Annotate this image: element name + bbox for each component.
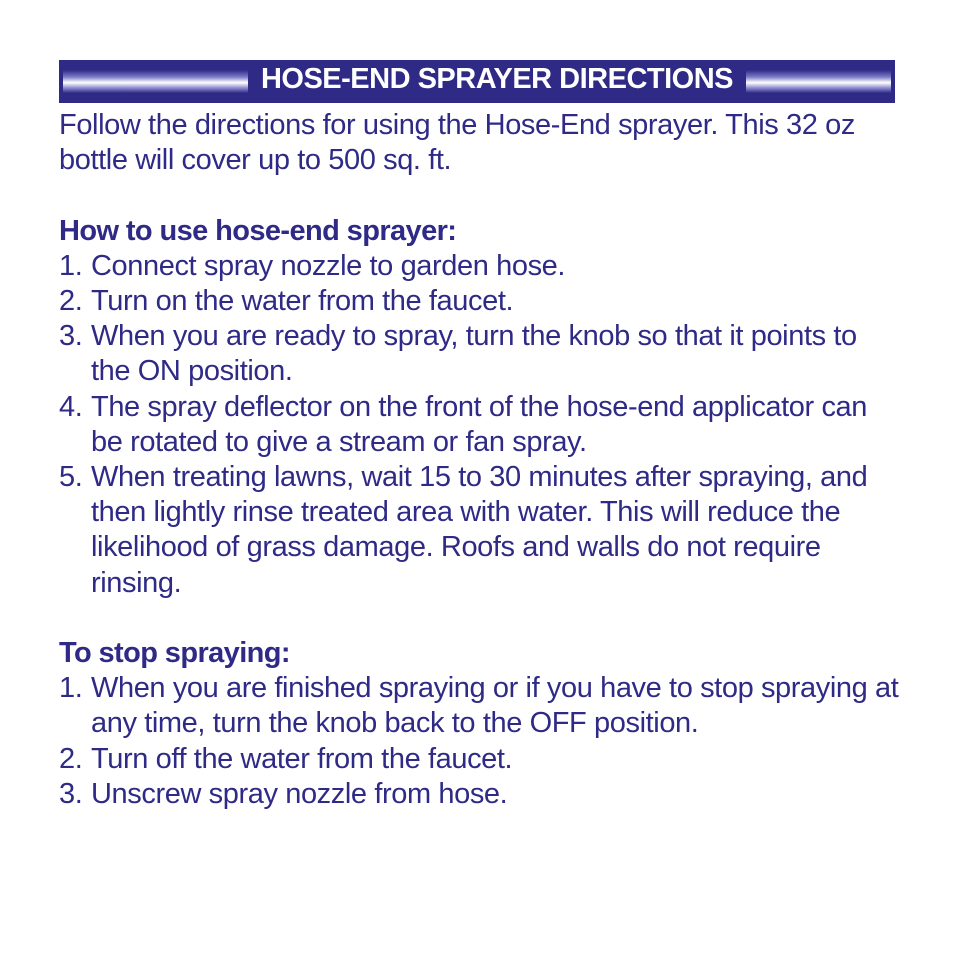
step-number: 1. — [59, 249, 83, 282]
step-number: 2. — [59, 742, 83, 775]
how-to-use-heading: How to use hose-end sprayer: — [59, 214, 457, 247]
directions-content — [59, 108, 899, 812]
step-number: 4. — [59, 390, 83, 423]
step-text: When treating lawns, wait 15 to 30 minutes after spraying, and then lightly rinse treated area with water. This will reduce the likelihood of grass damage. Roofs and walls do not require rinsing. — [91, 461, 868, 599]
list-item — [59, 390, 899, 460]
step-text: The spray deflector on the front of the hose-end applicator can be rotated to give a stream or fan spray. — [91, 390, 868, 458]
list-item — [59, 742, 899, 777]
step-text: When you are ready to spray, turn the knob so that it points to the ON position. — [91, 320, 857, 388]
step-number: 3. — [59, 777, 83, 810]
to-stop-steps — [59, 671, 899, 812]
list-item — [59, 319, 899, 389]
step-number: 1. — [59, 672, 83, 705]
list-item — [59, 671, 899, 741]
how-to-use-steps — [59, 249, 899, 601]
step-number: 5. — [59, 461, 83, 494]
to-stop-heading: To stop spraying: — [59, 637, 290, 670]
list-item — [59, 249, 899, 284]
section-banner — [59, 60, 895, 103]
step-text: Unscrew spray nozzle from hose. — [91, 777, 508, 810]
step-number: 2. — [59, 285, 83, 317]
list-item — [59, 284, 899, 319]
banner-stripe-right — [746, 70, 891, 93]
spacer — [59, 178, 899, 213]
list-item — [59, 460, 899, 601]
step-text: Turn off the water from the faucet. — [91, 742, 513, 775]
step-text: Connect spray nozzle to garden hose. — [91, 249, 566, 282]
intro-paragraph: Follow the directions for using the Hose-End sprayer. This 32 oz bottle will cover up to 500 sq. ft. — [59, 109, 855, 177]
banner-stripe-left — [63, 70, 248, 93]
step-number: 3. — [59, 320, 83, 353]
step-text: When you are finished spraying or if you have to stop spraying at any time, turn the knob back to the OFF position. — [91, 672, 899, 740]
banner-title: HOSE-END SPRAYER DIRECTIONS — [260, 63, 734, 95]
list-item — [59, 777, 899, 812]
spacer — [59, 601, 899, 636]
step-text: Turn on the water from the faucet. — [91, 285, 514, 317]
